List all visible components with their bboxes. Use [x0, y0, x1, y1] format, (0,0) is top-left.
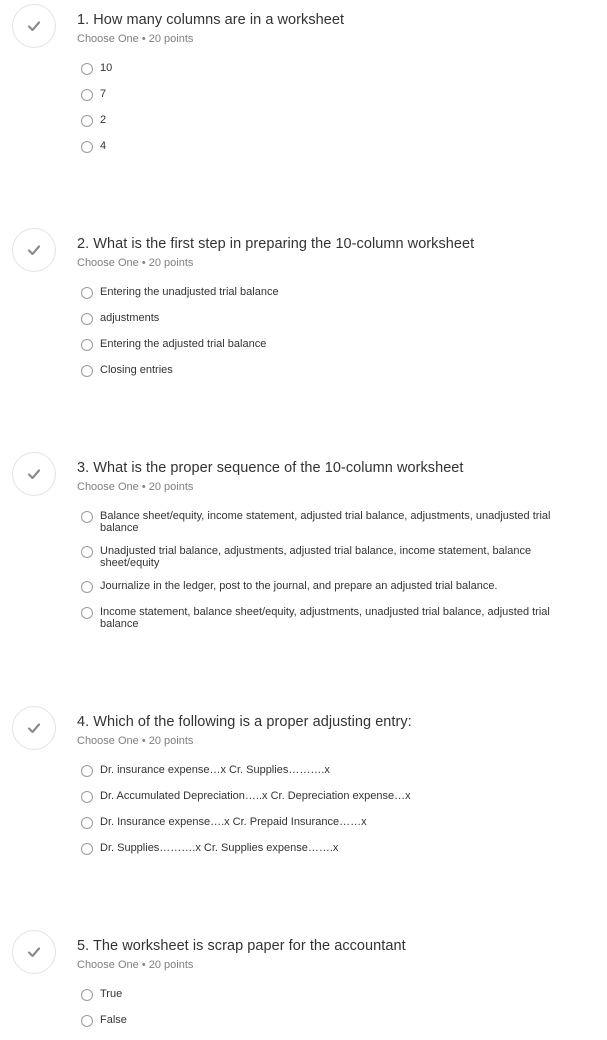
option-list — [81, 62, 571, 166]
option-label: 7 — [100, 88, 107, 100]
question-status-circle — [12, 930, 56, 974]
radio-button[interactable] — [81, 63, 93, 75]
option-label: Income statement, balance sheet/equity, adjustments, unadjusted trial balance, adjusted trial balance — [100, 606, 550, 630]
option-entry-d[interactable] — [81, 842, 571, 855]
checkmark-icon — [27, 243, 41, 257]
option-label: Closing entries — [100, 364, 173, 376]
option-adjusted-trial-balance[interactable] — [81, 338, 571, 351]
radio-button[interactable] — [81, 546, 93, 558]
radio-button[interactable] — [81, 141, 93, 153]
radio-button[interactable] — [81, 765, 93, 777]
radio-button[interactable] — [81, 287, 93, 299]
radio-button[interactable] — [81, 511, 93, 523]
option-label: True — [100, 988, 123, 1000]
checkmark-icon — [27, 721, 41, 735]
option-label: Entering the unadjusted trial balance — [100, 286, 279, 298]
option-2[interactable] — [81, 114, 571, 127]
question-status-circle — [12, 452, 56, 496]
radio-button[interactable] — [81, 115, 93, 127]
question-title: 2. What is the first step in preparing the 10-column worksheet — [77, 236, 475, 252]
option-label: False — [100, 1014, 127, 1026]
radio-button[interactable] — [81, 607, 93, 619]
option-sequence-b[interactable] — [81, 545, 566, 569]
radio-button[interactable] — [81, 989, 93, 1001]
option-closing-entries[interactable] — [81, 364, 571, 377]
option-label: Unadjusted trial balance, adjustments, adjusted trial balance, income statement, balance sheet/equity — [100, 545, 532, 569]
radio-button[interactable] — [81, 339, 93, 351]
question-status-circle — [12, 4, 56, 48]
option-label: Dr. insurance expense…x Cr. Supplies……….x — [100, 764, 330, 776]
radio-button[interactable] — [81, 1015, 93, 1027]
option-list — [81, 988, 571, 1040]
option-true[interactable] — [81, 988, 571, 1001]
question-meta: Choose One • 20 points — [77, 257, 194, 269]
radio-button[interactable] — [81, 843, 93, 855]
option-label: Dr. Supplies……….x Cr. Supplies expense…….x — [100, 842, 339, 854]
radio-button[interactable] — [81, 581, 93, 593]
question-status-circle — [12, 706, 56, 750]
option-label: Dr. Accumulated Depreciation…..x Cr. Depreciation expense…x — [100, 790, 411, 802]
radio-button[interactable] — [81, 791, 93, 803]
option-label: Journalize in the ledger, post to the journal, and prepare an adjusted trial balance. — [100, 580, 498, 592]
option-list — [81, 286, 571, 390]
question-title: 1. How many columns are in a worksheet — [77, 12, 345, 28]
option-unadjusted-trial-balance[interactable] — [81, 286, 571, 299]
option-false[interactable] — [81, 1014, 571, 1027]
option-sequence-c[interactable] — [81, 580, 566, 593]
question-meta: Choose One • 20 points — [77, 959, 194, 971]
question-meta: Choose One • 20 points — [77, 735, 194, 747]
option-list — [81, 764, 571, 868]
option-label: Entering the adjusted trial balance — [100, 338, 267, 350]
question-meta: Choose One • 20 points — [77, 481, 194, 493]
option-label: adjustments — [100, 312, 160, 324]
checkmark-icon — [27, 945, 41, 959]
option-sequence-a[interactable] — [81, 510, 566, 534]
option-entry-b[interactable] — [81, 790, 571, 803]
option-adjustments[interactable] — [81, 312, 571, 325]
option-entry-c[interactable] — [81, 816, 571, 829]
option-label: 10 — [100, 62, 113, 74]
question-title: 4. Which of the following is a proper adjusting entry: — [77, 714, 412, 730]
option-10[interactable] — [81, 62, 571, 75]
option-7[interactable] — [81, 88, 571, 101]
checkmark-icon — [27, 19, 41, 33]
radio-button[interactable] — [81, 89, 93, 101]
option-label: Dr. Insurance expense….x Cr. Prepaid Insurance……x — [100, 816, 367, 828]
option-label: 4 — [100, 140, 107, 152]
radio-button[interactable] — [81, 313, 93, 325]
radio-button[interactable] — [81, 365, 93, 377]
checkmark-icon — [27, 467, 41, 481]
radio-button[interactable] — [81, 817, 93, 829]
option-list — [81, 510, 566, 640]
option-sequence-d[interactable] — [81, 606, 566, 630]
question-status-circle — [12, 228, 56, 272]
option-label: Balance sheet/equity, income statement, adjusted trial balance, adjustments, unadjusted trial balance — [100, 510, 551, 534]
option-entry-a[interactable] — [81, 764, 571, 777]
question-title: 3. What is the proper sequence of the 10-column worksheet — [77, 460, 464, 476]
question-meta: Choose One • 20 points — [77, 33, 194, 45]
question-title: 5. The worksheet is scrap paper for the accountant — [77, 938, 406, 954]
option-4[interactable] — [81, 140, 571, 153]
option-label: 2 — [100, 114, 107, 126]
